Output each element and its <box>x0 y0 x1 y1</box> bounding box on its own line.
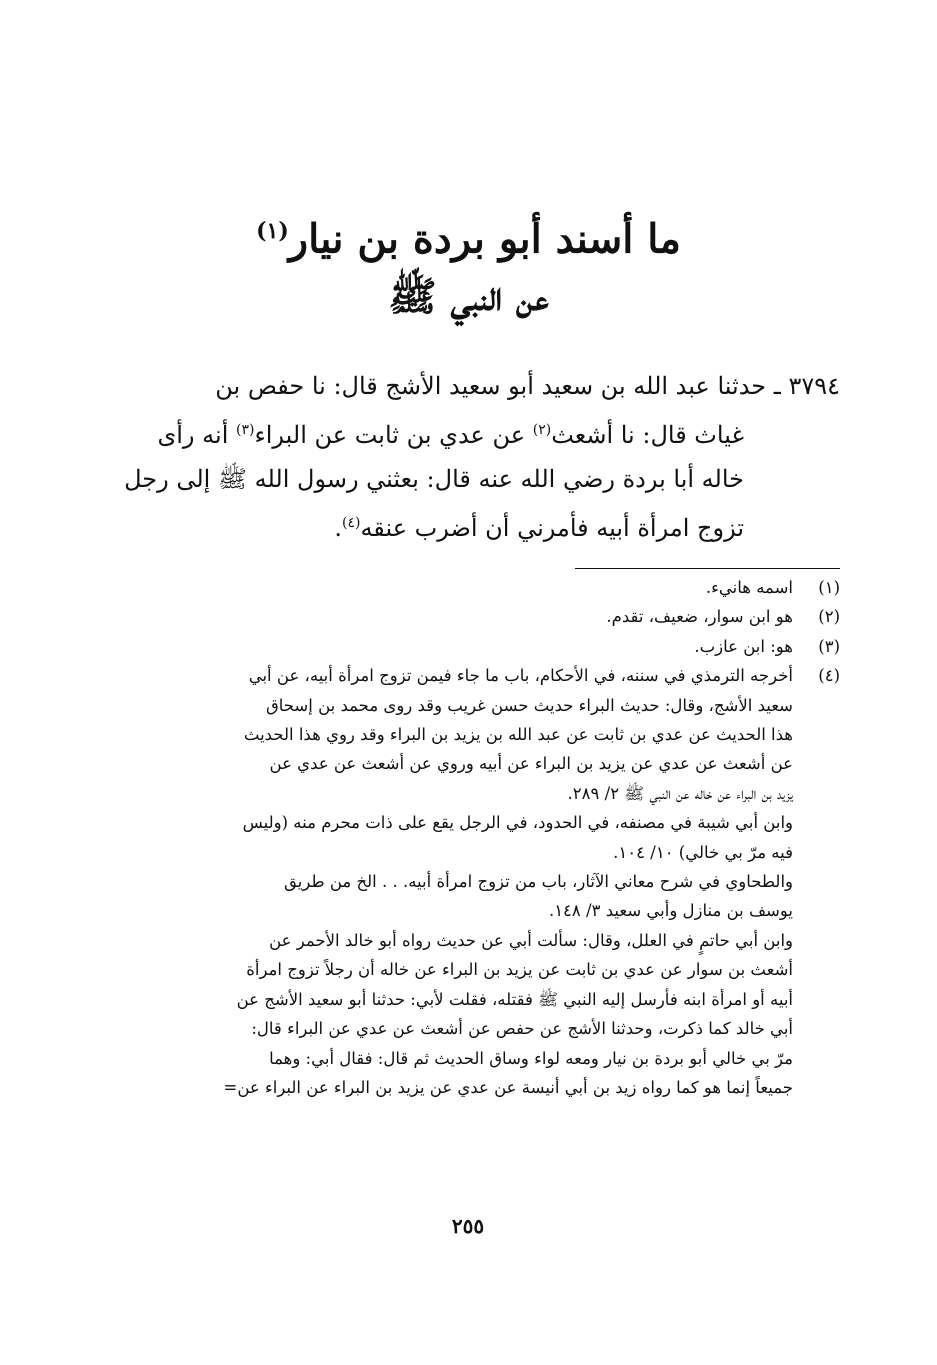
footnote-line: مرّ بي خالي أبو بردة بن نيار ومعه لواء وساق الحديث ثم قال: فقال أبي: وهما <box>269 1048 793 1068</box>
footnote-line: فيه مرّ بي خالي) ١٠/ ١٠٤. <box>613 842 793 862</box>
footnote-marker: (٣) <box>235 422 255 438</box>
chapter-title-line-2: عن النبي ﷺ <box>388 273 549 320</box>
footnote-line: سعيد الأشج، وقال: حديث البراء حديث حسن غريب وقد روى محمد بن إسحاق <box>265 695 793 715</box>
footnote-marker: (١) <box>256 218 289 244</box>
footnote-4 <box>118 661 840 690</box>
hadith-segment: غياث قال: نا أشعث <box>551 421 744 449</box>
footnote-line: أبي خالد كما ذكرت، وحدثنا الأشج عن حفص عن أشعث عن عدي عن البراء قال: <box>251 1019 793 1039</box>
footnote-marker: (٤) <box>341 515 361 531</box>
footnote-text: أخرجه الترمذي في سننه، في الأحكام، باب ما جاء فيمن تزوج امرأة أبيه، عن أبي <box>248 666 793 686</box>
hadith-text <box>124 364 840 550</box>
footnote-1 <box>118 573 840 602</box>
chapter-title-text: ما أسند أبو بردة بن نيار <box>288 215 681 263</box>
page-number: ٢٥٥ <box>451 1214 485 1238</box>
footnote-line: هذا الحديث عن عدي بن ثابت عن عبد الله بن يزيد بن البراء وقد روي هذا الحديث <box>243 725 793 745</box>
footnote-line: يوسف بن منازل وأبي سعيد ٣/ ١٤٨. <box>548 901 793 921</box>
hadith-line: ٣٧٩٤ ـ حدثنا عبد الله بن سعيد أبو سعيد الأشج قال: نا حفص بن <box>215 372 840 400</box>
hadith-line <box>128 501 840 550</box>
hadith-line <box>128 408 840 457</box>
footnote-line: وابن أبي حاتمٍ في العلل، وقال: سألت أبي عن حديث رواه أبو خالد الأحمر عن <box>269 930 793 950</box>
footnote-text: اسمه هانيء. <box>705 578 793 597</box>
footnote-marker: (٢) <box>532 422 552 438</box>
footnote-line: وابن أبي شيبة في مصنفه، في الحدود، في الرجل يقع على ذات محرم منه (وليس <box>242 813 793 833</box>
footnote-line: عن أشعث عن عدي عن يزيد بن البراء عن أبيه وروي عن أشعث عن عدي عن <box>269 754 793 774</box>
footnote-number: (١) <box>818 578 840 597</box>
footnote-line: جميعاً إنما هو كما رواه زيد بن أبي أنيسة عن عدي عن يزيد بن البراء عن البراء عن= <box>223 1077 793 1097</box>
footnote-line: والطحاوي في شرح معاني الآثار، باب من تزوج امرأة أبيه. . . الخ من طريق <box>283 872 793 892</box>
footnote-number: (٢) <box>818 607 840 627</box>
footnote-line: يزيد بن البراء عن خاله عن النبي ﷺ ٢/ ٢٨٩. <box>567 783 793 803</box>
hadith-segment: عن عدي بن ثابت عن البراء <box>254 421 533 449</box>
footnote-separator <box>575 568 840 569</box>
footnote-text: هو: ابن عازب. <box>694 636 793 656</box>
footnote-3 <box>118 632 840 661</box>
footnote-number: (٤) <box>818 666 840 686</box>
footnote-line: أشعث بن سوار عن عدي بن ثابت عن يزيد بن البراء عن خاله أن رجلاً تزوج امرأة <box>246 960 793 980</box>
footnote-line: أبيه أو امرأة ابنه فأرسل إليه النبي ﷺ فقتله، فقلت لأبي: حدثنا أبو سعيد الأشج عن <box>236 989 793 1009</box>
hadith-segment: تزوج امرأة أبيه فأمرني أن أضرب عنقه <box>360 514 744 542</box>
hadith-segment: . <box>334 514 342 542</box>
hadith-segment: أنه رأى <box>157 421 236 449</box>
footnote-2 <box>118 602 840 631</box>
footnotes <box>118 573 840 1102</box>
footnote-text: هو ابن سوار، ضعيف، تقدم. <box>606 607 793 627</box>
footnote-number: (٣) <box>818 636 840 656</box>
hadith-line: خاله أبا بردة رضي الله عنه قال: بعثني رسول الله ﷺ إلى رجل <box>124 465 744 493</box>
